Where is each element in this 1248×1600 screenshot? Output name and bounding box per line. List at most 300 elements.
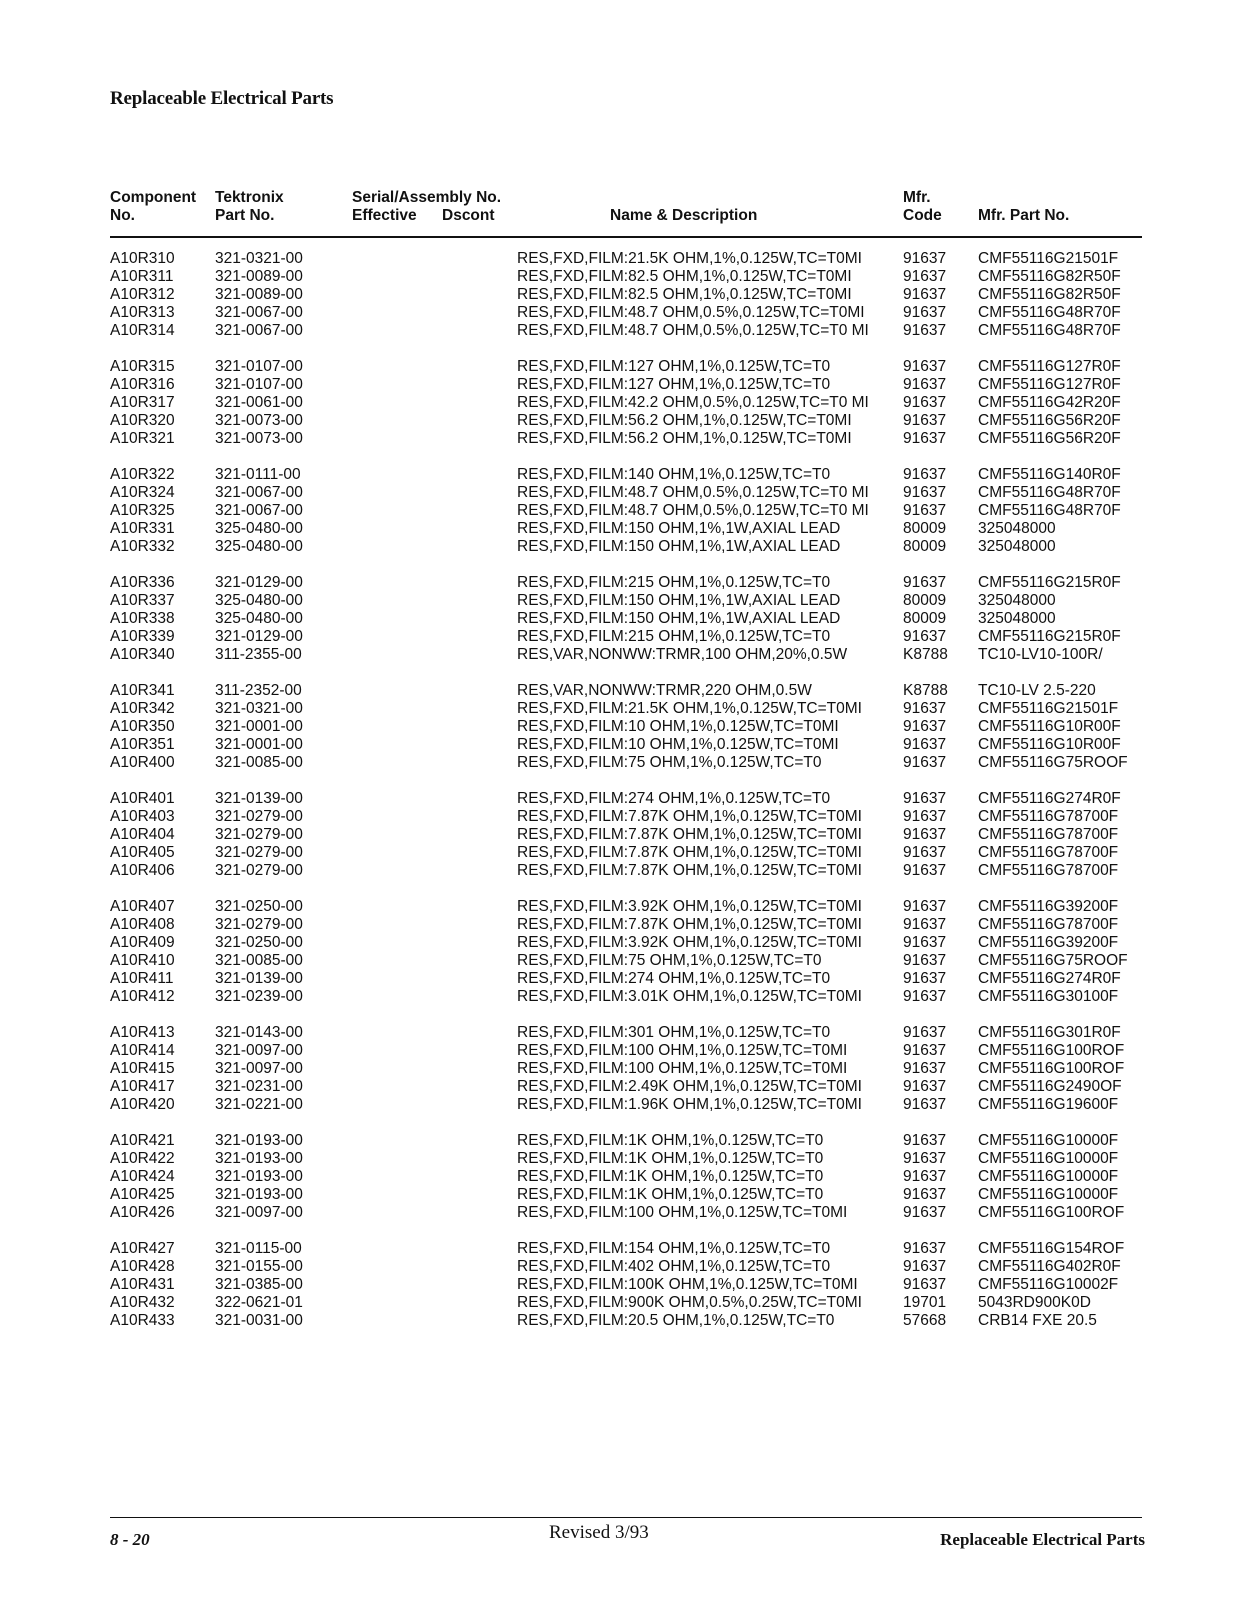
- mfr-code: 91637: [903, 898, 947, 915]
- mfr-part-number: CMF55116G75ROOF: [978, 952, 1128, 969]
- mfr-code: 91637: [903, 1132, 947, 1149]
- table-row: [0, 952, 1248, 970]
- parts-group: [0, 250, 1248, 340]
- mfr-part-number: CMF55116G402R0F: [978, 1258, 1121, 1275]
- mfr-code: 91637: [903, 1276, 947, 1293]
- table-row: [0, 646, 1248, 664]
- mfr-code: 80009: [903, 592, 947, 609]
- parts-group: [0, 1132, 1248, 1222]
- table-row: [0, 502, 1248, 520]
- tektronix-part-number: 321-0073-00: [215, 430, 303, 447]
- part-description: RES,FXD,FILM:10 OHM,1%,0.125W,TC=T0MI: [517, 718, 839, 735]
- component-number: A10R351: [110, 736, 175, 753]
- tektronix-part-number: 321-0089-00: [215, 286, 303, 303]
- parts-group: [0, 1240, 1248, 1330]
- part-description: RES,FXD,FILM:7.87K OHM,1%,0.125W,TC=T0MI: [517, 808, 862, 825]
- tektronix-part-number: 321-0279-00: [215, 916, 303, 933]
- tektronix-part-number: 321-0129-00: [215, 628, 303, 645]
- mfr-part-number: CMF55116G56R20F: [978, 412, 1121, 429]
- part-description: RES,FXD,FILM:7.87K OHM,1%,0.125W,TC=T0MI: [517, 844, 862, 861]
- component-number: A10R412: [110, 988, 175, 1005]
- part-description: RES,FXD,FILM:900K OHM,0.5%,0.25W,TC=T0MI: [517, 1294, 862, 1311]
- mfr-part-number: CMF55116G215R0F: [978, 574, 1121, 591]
- component-number: A10R421: [110, 1132, 175, 1149]
- tektronix-part-number: 321-0279-00: [215, 862, 303, 879]
- part-description: RES,FXD,FILM:1.96K OHM,1%,0.125W,TC=T0MI: [517, 1096, 862, 1113]
- column-header-effective-label: Effective: [352, 207, 417, 224]
- component-number: A10R404: [110, 826, 175, 843]
- column-header-serial: [352, 189, 501, 207]
- component-number: A10R325: [110, 502, 175, 519]
- component-number: A10R350: [110, 718, 175, 735]
- mfr-code: 91637: [903, 1186, 947, 1203]
- mfr-part-number: CMF55116G100ROF: [978, 1042, 1125, 1059]
- table-row: [0, 1258, 1248, 1276]
- tektronix-part-number: 321-0067-00: [215, 322, 303, 339]
- part-description: RES,FXD,FILM:75 OHM,1%,0.125W,TC=T0: [517, 952, 822, 969]
- mfr-part-number: CMF55116G127R0F: [978, 358, 1121, 375]
- table-row: [0, 790, 1248, 808]
- part-description: RES,FXD,FILM:7.87K OHM,1%,0.125W,TC=T0MI: [517, 826, 862, 843]
- mfr-code: 91637: [903, 394, 947, 411]
- tektronix-part-number: 321-0231-00: [215, 1078, 303, 1095]
- table-row: [0, 538, 1248, 556]
- tektronix-part-number: 321-0097-00: [215, 1042, 303, 1059]
- table-row: [0, 322, 1248, 340]
- component-number: A10R316: [110, 376, 175, 393]
- mfr-part-number: CRB14 FXE 20.5: [978, 1312, 1097, 1329]
- column-header-component-line2: No.: [110, 207, 135, 224]
- component-number: A10R432: [110, 1294, 175, 1311]
- mfr-part-number: CMF55116G19600F: [978, 1096, 1119, 1113]
- mfr-code: 91637: [903, 970, 947, 987]
- tektronix-part-number: 321-0111-00: [215, 466, 301, 483]
- table-row: [0, 862, 1248, 880]
- column-header-part-line2: Part No.: [215, 207, 275, 224]
- component-number: A10R428: [110, 1258, 175, 1275]
- part-description: RES,FXD,FILM:215 OHM,1%,0.125W,TC=T0: [517, 574, 831, 591]
- table-row: [0, 1150, 1248, 1168]
- tektronix-part-number: 321-0061-00: [215, 394, 303, 411]
- mfr-part-number: CMF55116G10000F: [978, 1132, 1119, 1149]
- tektronix-part-number: 321-0067-00: [215, 502, 303, 519]
- part-description: RES,FXD,FILM:100 OHM,1%,0.125W,TC=T0MI: [517, 1042, 848, 1059]
- mfr-part-number: 325048000: [978, 610, 1056, 627]
- component-number: A10R433: [110, 1312, 175, 1329]
- component-number: A10R341: [110, 682, 175, 699]
- tektronix-part-number: 321-0279-00: [215, 808, 303, 825]
- tektronix-part-number: 321-0067-00: [215, 484, 303, 501]
- tektronix-part-number: 321-0193-00: [215, 1150, 303, 1167]
- part-description: RES,FXD,FILM:2.49K OHM,1%,0.125W,TC=T0MI: [517, 1078, 862, 1095]
- tektronix-part-number: 321-0107-00: [215, 376, 303, 393]
- mfr-part-number: CMF55116G30100F: [978, 988, 1119, 1005]
- mfr-code: 91637: [903, 484, 947, 501]
- component-number: A10R337: [110, 592, 175, 609]
- part-description: RES,FXD,FILM:1K OHM,1%,0.125W,TC=T0: [517, 1150, 824, 1167]
- mfr-code: 91637: [903, 1078, 947, 1095]
- mfr-part-number: CMF55116G82R50F: [978, 286, 1121, 303]
- tektronix-part-number: 321-0115-00: [215, 1240, 302, 1257]
- table-row: [0, 412, 1248, 430]
- part-description: RES,FXD,FILM:154 OHM,1%,0.125W,TC=T0: [517, 1240, 831, 1257]
- parts-group: [0, 790, 1248, 880]
- table-row: [0, 736, 1248, 754]
- table-row: [0, 1168, 1248, 1186]
- mfr-part-number: CMF55116G2490OF: [978, 1078, 1122, 1095]
- component-number: A10R317: [110, 394, 175, 411]
- parts-table: [0, 250, 1248, 1348]
- component-number: A10R409: [110, 934, 175, 951]
- mfr-code: 91637: [903, 268, 947, 285]
- mfr-code: 91637: [903, 808, 947, 825]
- mfr-code: 80009: [903, 538, 947, 555]
- component-number: A10R311: [110, 268, 174, 285]
- tektronix-part-number: 321-0193-00: [215, 1132, 303, 1149]
- component-number: A10R422: [110, 1150, 175, 1167]
- tektronix-part-number: 311-2355-00: [215, 646, 302, 663]
- mfr-code: 91637: [903, 736, 947, 753]
- table-row: [0, 394, 1248, 412]
- mfr-code: 91637: [903, 862, 947, 879]
- component-number: A10R340: [110, 646, 175, 663]
- component-number: A10R321: [110, 430, 175, 447]
- tektronix-part-number: 321-0250-00: [215, 898, 303, 915]
- mfr-code: 91637: [903, 1024, 947, 1041]
- component-number: A10R426: [110, 1204, 175, 1221]
- mfr-part-number: CMF55116G48R70F: [978, 502, 1121, 519]
- part-description: RES,FXD,FILM:100 OHM,1%,0.125W,TC=T0MI: [517, 1060, 848, 1077]
- mfr-code: 91637: [903, 1240, 947, 1257]
- mfr-code: 80009: [903, 610, 947, 627]
- mfr-part-number: 5043RD900K0D: [978, 1294, 1091, 1311]
- tektronix-part-number: 321-0193-00: [215, 1186, 303, 1203]
- table-row: [0, 520, 1248, 538]
- component-number: A10R406: [110, 862, 175, 879]
- table-row: [0, 1240, 1248, 1258]
- tektronix-part-number: 321-0279-00: [215, 844, 303, 861]
- mfr-part-number: CMF55116G39200F: [978, 934, 1119, 951]
- mfr-part-number: CMF55116G42R20F: [978, 394, 1121, 411]
- mfr-part-number: CMF55116G75ROOF: [978, 754, 1128, 771]
- component-number: A10R324: [110, 484, 175, 501]
- component-number: A10R342: [110, 700, 175, 717]
- mfr-part-number: CMF55116G39200F: [978, 898, 1119, 915]
- mfr-code: 91637: [903, 826, 947, 843]
- tektronix-part-number: 325-0480-00: [215, 538, 303, 555]
- tektronix-part-number: 321-0001-00: [215, 736, 303, 753]
- mfr-part-number: 325048000: [978, 520, 1056, 537]
- part-description: RES,FXD,FILM:127 OHM,1%,0.125W,TC=T0: [517, 376, 831, 393]
- mfr-part-number: CMF55116G78700F: [978, 862, 1119, 879]
- tektronix-part-number: 321-0250-00: [215, 934, 303, 951]
- part-description: RES,FXD,FILM:140 OHM,1%,0.125W,TC=T0: [517, 466, 831, 483]
- mfr-part-number: CMF55116G10002F: [978, 1276, 1119, 1293]
- component-number: A10R322: [110, 466, 175, 483]
- mfr-code: 57668: [903, 1312, 947, 1329]
- part-description: RES,FXD,FILM:215 OHM,1%,0.125W,TC=T0: [517, 628, 831, 645]
- part-description: RES,FXD,FILM:10 OHM,1%,0.125W,TC=T0MI: [517, 736, 839, 753]
- page-title: Replaceable Electrical Parts: [110, 88, 334, 109]
- mfr-code: 91637: [903, 790, 947, 807]
- component-number: A10R407: [110, 898, 175, 915]
- tektronix-part-number: 321-0279-00: [215, 826, 303, 843]
- part-description: RES,FXD,FILM:56.2 OHM,1%,0.125W,TC=T0MI: [517, 412, 852, 429]
- part-description: RES,FXD,FILM:127 OHM,1%,0.125W,TC=T0: [517, 358, 831, 375]
- mfr-part-number: TC10-LV 2.5-220: [978, 682, 1096, 699]
- table-row: [0, 1096, 1248, 1114]
- table-row: [0, 574, 1248, 592]
- tektronix-part-number: 321-0085-00: [215, 952, 303, 969]
- tektronix-part-number: 321-0097-00: [215, 1204, 303, 1221]
- table-row: [0, 484, 1248, 502]
- part-description: RES,VAR,NONWW:TRMR,100 OHM,20%,0.5W: [517, 646, 848, 663]
- mfr-part-number: CMF55116G78700F: [978, 916, 1119, 933]
- mfr-code: 91637: [903, 952, 947, 969]
- tektronix-part-number: 321-0221-00: [215, 1096, 303, 1113]
- tektronix-part-number: 321-0129-00: [215, 574, 303, 591]
- mfr-part-number: CMF55116G82R50F: [978, 268, 1121, 285]
- part-description: RES,FXD,FILM:48.7 OHM,0.5%,0.125W,TC=T0 MI: [517, 322, 869, 339]
- mfr-part-number: CMF55116G48R70F: [978, 304, 1121, 321]
- table-row: [0, 1042, 1248, 1060]
- tektronix-part-number: 321-0321-00: [215, 250, 303, 267]
- footer-page-number: 8 - 20: [110, 1530, 150, 1549]
- table-row: [0, 970, 1248, 988]
- tektronix-part-number: 322-0621-01: [215, 1294, 303, 1311]
- mfr-code: 91637: [903, 304, 947, 321]
- tektronix-part-number: 321-0073-00: [215, 412, 303, 429]
- component-number: A10R425: [110, 1186, 175, 1203]
- column-header-description: [610, 207, 757, 225]
- tektronix-part-number: 321-0193-00: [215, 1168, 303, 1185]
- part-description: RES,FXD,FILM:150 OHM,1%,1W,AXIAL LEAD: [517, 610, 841, 627]
- component-number: A10R411: [110, 970, 174, 987]
- part-description: RES,FXD,FILM:7.87K OHM,1%,0.125W,TC=T0MI: [517, 916, 862, 933]
- part-description: RES,FXD,FILM:150 OHM,1%,1W,AXIAL LEAD: [517, 520, 841, 537]
- table-row: [0, 1024, 1248, 1042]
- table-row: [0, 988, 1248, 1006]
- mfr-part-number: CMF55116G274R0F: [978, 790, 1121, 807]
- mfr-part-number: CMF55116G56R20F: [978, 430, 1121, 447]
- mfr-code: 91637: [903, 934, 947, 951]
- component-number: A10R420: [110, 1096, 175, 1113]
- mfr-part-number: CMF55116G10000F: [978, 1168, 1119, 1185]
- mfr-part-number: CMF55116G78700F: [978, 844, 1119, 861]
- mfr-part-number: CMF55116G301R0F: [978, 1024, 1121, 1041]
- table-row: [0, 358, 1248, 376]
- part-description: RES,FXD,FILM:48.7 OHM,0.5%,0.125W,TC=T0 MI: [517, 502, 869, 519]
- table-row: [0, 718, 1248, 736]
- tektronix-part-number: 321-0321-00: [215, 700, 303, 717]
- part-description: RES,FXD,FILM:100K OHM,1%,0.125W,TC=T0MI: [517, 1276, 858, 1293]
- component-number: A10R401: [110, 790, 175, 807]
- mfr-code: 91637: [903, 1258, 947, 1275]
- part-description: RES,FXD,FILM:1K OHM,1%,0.125W,TC=T0: [517, 1132, 824, 1149]
- mfr-code: 91637: [903, 1060, 947, 1077]
- component-number: A10R315: [110, 358, 175, 375]
- column-header-part: [215, 189, 284, 225]
- table-row: [0, 592, 1248, 610]
- tektronix-part-number: 321-0385-00: [215, 1276, 303, 1293]
- component-number: A10R338: [110, 610, 175, 627]
- table-row: [0, 1078, 1248, 1096]
- tektronix-part-number: 311-2352-00: [215, 682, 302, 699]
- mfr-code: 91637: [903, 988, 947, 1005]
- component-number: A10R413: [110, 1024, 175, 1041]
- part-description: RES,FXD,FILM:48.7 OHM,0.5%,0.125W,TC=T0MI: [517, 304, 865, 321]
- mfr-code: 91637: [903, 718, 947, 735]
- part-description: RES,FXD,FILM:301 OHM,1%,0.125W,TC=T0: [517, 1024, 831, 1041]
- mfr-part-number: CMF55116G48R70F: [978, 484, 1121, 501]
- table-row: [0, 304, 1248, 322]
- column-header-mfr-part-label: Mfr. Part No.: [978, 207, 1070, 224]
- tektronix-part-number: 321-0001-00: [215, 718, 303, 735]
- table-row: [0, 934, 1248, 952]
- parts-group: [0, 466, 1248, 556]
- tektronix-part-number: 321-0067-00: [215, 304, 303, 321]
- table-row: [0, 682, 1248, 700]
- footer-revision: Revised 3/93: [549, 1522, 649, 1543]
- part-description: RES,FXD,FILM:1K OHM,1%,0.125W,TC=T0: [517, 1186, 824, 1203]
- part-description: RES,FXD,FILM:48.7 OHM,0.5%,0.125W,TC=T0 MI: [517, 484, 869, 501]
- table-row: [0, 898, 1248, 916]
- mfr-code: 91637: [903, 1204, 947, 1221]
- part-description: RES,FXD,FILM:82.5 OHM,1%,0.125W,TC=T0MI: [517, 268, 852, 285]
- part-description: RES,FXD,FILM:150 OHM,1%,1W,AXIAL LEAD: [517, 592, 841, 609]
- parts-group: [0, 1024, 1248, 1114]
- mfr-code: 91637: [903, 916, 947, 933]
- column-header-mfr-part: [978, 207, 1069, 225]
- mfr-code: 91637: [903, 1042, 947, 1059]
- column-header-dscont: [442, 207, 495, 225]
- mfr-code: 91637: [903, 844, 947, 861]
- part-description: RES,FXD,FILM:274 OHM,1%,0.125W,TC=T0: [517, 970, 831, 987]
- component-number: A10R336: [110, 574, 175, 591]
- mfr-part-number: CMF55116G274R0F: [978, 970, 1121, 987]
- mfr-part-number: CMF55116G100ROF: [978, 1204, 1125, 1221]
- tektronix-part-number: 325-0480-00: [215, 610, 303, 627]
- part-description: RES,FXD,FILM:56.2 OHM,1%,0.125W,TC=T0MI: [517, 430, 852, 447]
- component-number: A10R314: [110, 322, 175, 339]
- component-number: A10R400: [110, 754, 175, 771]
- component-number: A10R339: [110, 628, 175, 645]
- parts-group: [0, 358, 1248, 448]
- tektronix-part-number: 321-0089-00: [215, 268, 303, 285]
- column-header-component-line1: Component: [110, 189, 197, 206]
- mfr-part-number: CMF55116G78700F: [978, 826, 1119, 843]
- table-row: [0, 628, 1248, 646]
- part-description: RES,FXD,FILM:20.5 OHM,1%,0.125W,TC=T0: [517, 1312, 835, 1329]
- mfr-part-number: CMF55116G140R0F: [978, 466, 1121, 483]
- part-description: RES,FXD,FILM:82.5 OHM,1%,0.125W,TC=T0MI: [517, 286, 852, 303]
- tektronix-part-number: 321-0097-00: [215, 1060, 303, 1077]
- column-header-mfr-code-line1: Mfr.: [903, 189, 931, 206]
- mfr-code: 91637: [903, 574, 947, 591]
- mfr-code: 91637: [903, 358, 947, 375]
- part-description: RES,FXD,FILM:3.01K OHM,1%,0.125W,TC=T0MI: [517, 988, 862, 1005]
- table-row: [0, 610, 1248, 628]
- table-row: [0, 376, 1248, 394]
- component-number: A10R408: [110, 916, 175, 933]
- table-row: [0, 808, 1248, 826]
- table-row: [0, 1276, 1248, 1294]
- parts-group: [0, 898, 1248, 1006]
- mfr-part-number: CMF55116G21501F: [978, 250, 1119, 267]
- table-row: [0, 826, 1248, 844]
- component-number: A10R417: [110, 1078, 175, 1095]
- table-row: [0, 700, 1248, 718]
- tektronix-part-number: 321-0139-00: [215, 970, 303, 987]
- mfr-code: 91637: [903, 1150, 947, 1167]
- component-number: A10R414: [110, 1042, 175, 1059]
- tektronix-part-number: 321-0031-00: [215, 1312, 303, 1329]
- table-row: [0, 250, 1248, 268]
- table-row: [0, 916, 1248, 934]
- column-header-serial-title: Serial/Assembly No.: [352, 189, 502, 206]
- table-row: [0, 286, 1248, 304]
- mfr-part-number: CMF55116G21501F: [978, 700, 1119, 717]
- component-number: A10R431: [110, 1276, 175, 1293]
- table-row: [0, 466, 1248, 484]
- component-number: A10R410: [110, 952, 175, 969]
- mfr-code: 91637: [903, 322, 947, 339]
- component-number: A10R331: [110, 520, 175, 537]
- parts-group: [0, 574, 1248, 664]
- mfr-code: 91637: [903, 412, 947, 429]
- component-number: A10R320: [110, 412, 175, 429]
- table-row: [0, 268, 1248, 286]
- column-header-mfr-code-line2: Code: [903, 207, 942, 224]
- mfr-code: 91637: [903, 700, 947, 717]
- part-description: RES,FXD,FILM:42.2 OHM,0.5%,0.125W,TC=T0 MI: [517, 394, 869, 411]
- part-description: RES,FXD,FILM:75 OHM,1%,0.125W,TC=T0: [517, 754, 822, 771]
- mfr-code: 80009: [903, 520, 947, 537]
- table-row: [0, 1060, 1248, 1078]
- table-row: [0, 1186, 1248, 1204]
- mfr-code: 91637: [903, 628, 947, 645]
- mfr-code: 91637: [903, 376, 947, 393]
- mfr-code: 91637: [903, 502, 947, 519]
- component-number: A10R405: [110, 844, 175, 861]
- mfr-part-number: CMF55116G78700F: [978, 808, 1119, 825]
- part-description: RES,FXD,FILM:274 OHM,1%,0.125W,TC=T0: [517, 790, 831, 807]
- tektronix-part-number: 321-0155-00: [215, 1258, 303, 1275]
- part-description: RES,FXD,FILM:402 OHM,1%,0.125W,TC=T0: [517, 1258, 831, 1275]
- part-description: RES,FXD,FILM:7.87K OHM,1%,0.125W,TC=T0MI: [517, 862, 862, 879]
- part-description: RES,FXD,FILM:100 OHM,1%,0.125W,TC=T0MI: [517, 1204, 848, 1221]
- part-description: RES,FXD,FILM:3.92K OHM,1%,0.125W,TC=T0MI: [517, 934, 862, 951]
- part-description: RES,FXD,FILM:1K OHM,1%,0.125W,TC=T0: [517, 1168, 824, 1185]
- mfr-part-number: CMF55116G48R70F: [978, 322, 1121, 339]
- mfr-code: 19701: [903, 1294, 947, 1311]
- mfr-part-number: CMF55116G215R0F: [978, 628, 1121, 645]
- mfr-part-number: CMF55116G100ROF: [978, 1060, 1125, 1077]
- table-row: [0, 844, 1248, 862]
- mfr-part-number: 325048000: [978, 538, 1056, 555]
- table-row: [0, 1294, 1248, 1312]
- part-description: RES,FXD,FILM:21.5K OHM,1%,0.125W,TC=T0MI: [517, 250, 862, 267]
- mfr-code: K8788: [903, 646, 948, 663]
- tektronix-part-number: 321-0107-00: [215, 358, 303, 375]
- column-header-dscont-label: Dscont: [442, 207, 495, 224]
- table-row: [0, 1204, 1248, 1222]
- mfr-code: 91637: [903, 754, 947, 771]
- mfr-part-number: CMF55116G154ROF: [978, 1240, 1125, 1257]
- mfr-part-number: CMF55116G10000F: [978, 1150, 1119, 1167]
- column-header-effective: [352, 207, 417, 225]
- column-header-description-label: Name & Description: [610, 207, 758, 224]
